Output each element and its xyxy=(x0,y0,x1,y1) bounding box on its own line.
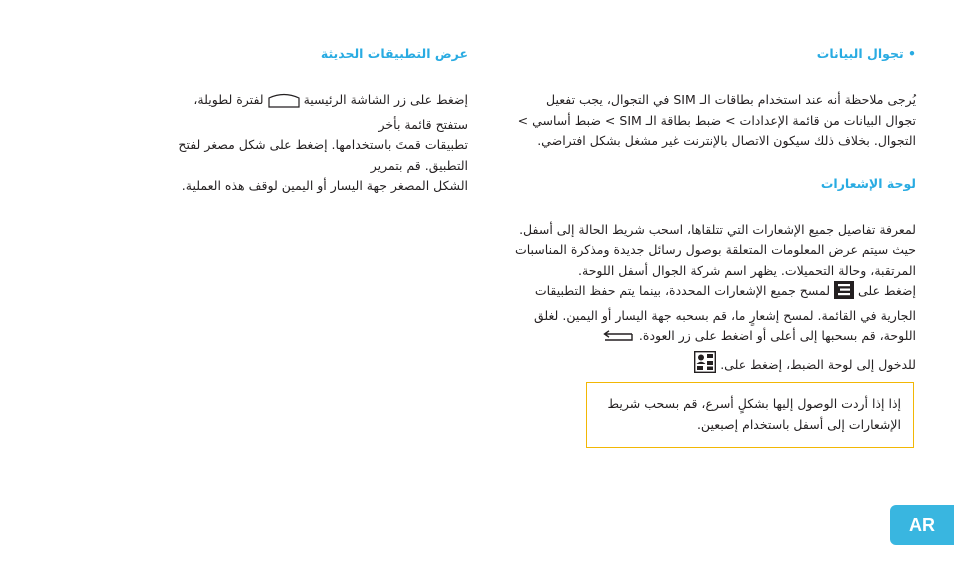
notifications-line-4 xyxy=(500,281,916,306)
settings-text: للدخول إلى لوحة الضبط، إضغط على. xyxy=(720,356,916,372)
left-column xyxy=(174,44,468,197)
recent-apps-heading: عرض التطبيقات الحديثة xyxy=(320,46,468,61)
notifications-line-7 xyxy=(500,351,916,380)
home-after-text: لفترة لطويلة، ستفتح قائمة بأخر xyxy=(193,92,468,132)
clear-before-text: إضغط على xyxy=(858,283,916,298)
recent-apps-line-3: الشكل المصغر جهة اليسار أو اليمين لوقف هذه العملية. xyxy=(181,178,468,193)
data-roaming-heading: • تجوال البيانات xyxy=(816,46,916,61)
note-line-2: الإشعارات إلى أسفل باستخدام إصبعين. xyxy=(696,417,901,432)
roaming-line-1: يُرجى ملاحظة أنه عند استخدام بطاقات الـ SIM في التجوال، يجب تفعيل xyxy=(546,92,916,107)
notifications-line-5: الجارية في القائمة. لمسح إشعارٍ ما، قم بسحبه جهة اليسار أو اليمين. لغلق xyxy=(533,307,916,323)
quick-settings-icon xyxy=(694,351,716,380)
back-arrow-icon xyxy=(601,330,635,351)
home-button-icon xyxy=(268,93,300,115)
recent-apps-line-1 xyxy=(174,90,468,135)
notifications-line-2: حيث سيتم عرض المعلومات المتعلقة بوصول رسائل جديدة ومذكرة المناسبات xyxy=(514,242,916,257)
clear-after-text: لمسح جميع الإشعارات المحددة، بينما يتم حفظ التطبيقات xyxy=(534,283,831,298)
notification-panel-heading: لوحة الإشعارات xyxy=(820,175,916,191)
clear-notifications-icon xyxy=(834,281,854,306)
notifications-line-1: لمعرفة تفاصيل جميع الإشعارات التي تتلقاها، اسحب شريط الحالة إلى أسفل. xyxy=(519,221,916,237)
language-badge: AR xyxy=(890,505,954,545)
notifications-line-6 xyxy=(500,326,916,351)
roaming-line-2: تجوال البيانات من قائمة الإعدادات > ضبط بطاقة الـ SIM > ضبط أساسي > xyxy=(517,112,916,128)
back-text: اللوحة، قم بسحبها إلى أعلى أو اضغط على زر العودة. xyxy=(638,328,916,343)
notifications-line-3: المرتقبة، وحالة التحميلات. يظهر اسم شركة الجوال أسفل اللوحة. xyxy=(578,262,916,278)
tip-note-box xyxy=(586,382,914,448)
note-line-1: إذا إذا أردت الوصول إليها بشكلٍ أسرع، قم بسحب شريط xyxy=(607,396,901,411)
home-before-text: إضغط على زر الشاشة الرئيسية xyxy=(303,92,468,107)
recent-apps-line-2: تطبيقات قمتَ باستخدامها. إضغط على شكل مصغر لفتح التطبيق. قم بتمرير xyxy=(178,137,468,173)
right-column xyxy=(500,44,916,379)
roaming-line-3: التجوال. بخلاف ذلك سيكون الاتصال بالإنترنت غير مشغل بشكل افتراضي. xyxy=(537,133,916,148)
